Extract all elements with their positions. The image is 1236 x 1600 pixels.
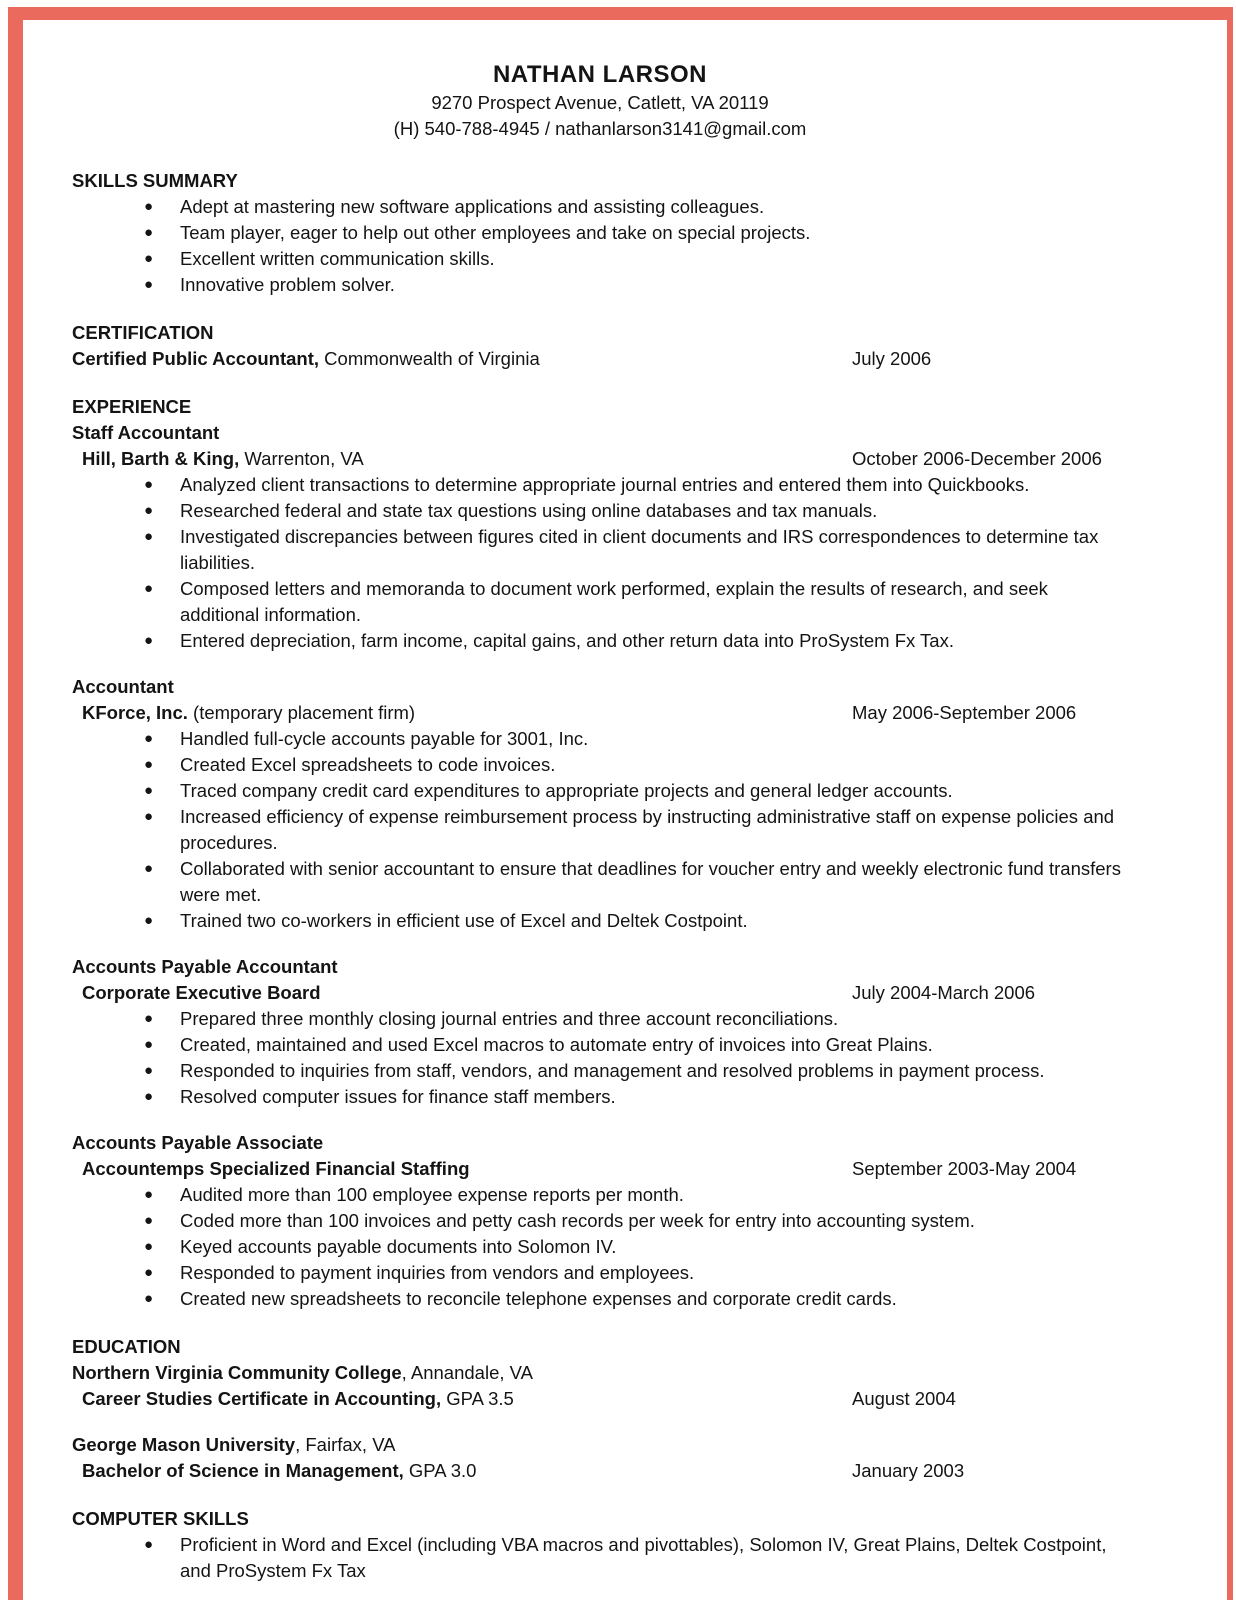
section-certification [72, 320, 1128, 372]
bullet-item [72, 498, 1128, 524]
bullet-text: Collaborated with senior accountant to ensure that deadlines for voucher entry and weekly electronic fund transfers were met. [180, 858, 1121, 905]
bullet-text: Team player, eager to help out other employees and take on special projects. [180, 222, 811, 243]
bullet-icon: ● [144, 730, 154, 747]
section-skills-summary [72, 168, 1128, 298]
skills-summary-heading: SKILLS SUMMARY [72, 170, 238, 191]
education-date: August 2004 [852, 1388, 956, 1409]
job-entry [72, 954, 1128, 1110]
bullet-item [72, 1032, 1128, 1058]
bullet-item [72, 576, 1128, 628]
degree-line [72, 1386, 1128, 1412]
bullet-text: Keyed accounts payable documents into Solomon IV. [180, 1236, 617, 1257]
job-company-line [72, 980, 1128, 1006]
contact-line: (H) 540-788-4945 / nathanlarson3141@gmail.com [393, 118, 807, 139]
bullet-icon: ● [144, 808, 154, 825]
bullet-icon: ● [144, 198, 154, 215]
education-heading: EDUCATION [72, 1336, 181, 1357]
job-date: May 2006-September 2006 [852, 702, 1077, 723]
computer-skills-bullet-list [72, 1532, 1128, 1584]
bullet-icon: ● [144, 1238, 154, 1255]
bullet-text: Trained two co-workers in efficient use of Excel and Deltek Costpoint. [180, 910, 748, 931]
bullet-text: Proficient in Word and Excel (including VBA macros and pivottables), Solomon IV, Great Plains, Deltek Costpoint, and ProSystem Fx Tax [180, 1534, 1107, 1581]
certification-title: Certified Public Accountant, [72, 348, 320, 369]
bullet-icon: ● [144, 528, 154, 545]
bullet-text: Audited more than 100 employee expense reports per month. [180, 1184, 684, 1205]
job-company-line [72, 700, 1128, 726]
bullet-text: Prepared three monthly closing journal entries and three account reconciliations. [180, 1008, 839, 1029]
company-name: Accountemps Specialized Financial Staffing [82, 1158, 470, 1179]
job-date: October 2006-December 2006 [852, 448, 1102, 469]
job-entry [72, 420, 1128, 654]
bullet-icon: ● [144, 1536, 154, 1553]
education-entry [72, 1432, 1128, 1484]
bullet-item [72, 908, 1128, 934]
section-education [72, 1334, 1128, 1484]
job-company-line [72, 1156, 1128, 1182]
company-name: Hill, Barth & King, [82, 448, 240, 469]
bullet-item [72, 1182, 1128, 1208]
bullet-item [72, 220, 1128, 246]
bullet-icon: ● [144, 1212, 154, 1229]
bullet-item [72, 752, 1128, 778]
bullet-item [72, 1208, 1128, 1234]
job-date: September 2003-May 2004 [852, 1158, 1077, 1179]
bullet-text: Resolved computer issues for finance staff members. [180, 1086, 616, 1107]
bullet-icon: ● [144, 912, 154, 929]
job-title: Accounts Payable Accountant [72, 956, 338, 977]
certification-entry [72, 346, 1128, 372]
job-bullet-list [72, 726, 1128, 934]
job-title: Accountant [72, 676, 174, 697]
section-experience [72, 394, 1128, 1312]
bullet-item [72, 472, 1128, 498]
bullet-icon: ● [144, 1264, 154, 1281]
bullet-icon: ● [144, 250, 154, 267]
bullet-icon: ● [144, 1290, 154, 1307]
bullet-icon: ● [144, 1062, 154, 1079]
bullet-item [72, 778, 1128, 804]
education-entry [72, 1360, 1128, 1412]
school-name: Northern Virginia Community College [72, 1362, 402, 1383]
bullet-item [72, 524, 1128, 576]
bullet-text: Responded to payment inquiries from vendors and employees. [180, 1262, 695, 1283]
bullet-item [72, 1286, 1128, 1312]
bullet-icon: ● [144, 1186, 154, 1203]
degree-gpa: GPA 3.5 [441, 1388, 514, 1409]
experience-heading: EXPERIENCE [72, 396, 192, 417]
address-line: 9270 Prospect Avenue, Catlett, VA 20119 [431, 92, 769, 113]
bullet-icon: ● [144, 1010, 154, 1027]
bullet-text: Coded more than 100 invoices and petty cash records per week for entry into accounting system. [180, 1210, 975, 1231]
bullet-text: Entered depreciation, farm income, capital gains, and other return data into ProSystem Fx Tax. [180, 630, 954, 651]
resume-page [72, 60, 1128, 1584]
bullet-icon: ● [144, 632, 154, 649]
bullet-item [72, 628, 1128, 654]
bullet-text: Adept at mastering new software applications and assisting colleagues. [180, 196, 765, 217]
bullet-text: Innovative problem solver. [180, 274, 395, 295]
bullet-icon: ● [144, 782, 154, 799]
certification-date: July 2006 [852, 348, 932, 369]
bullet-item [72, 1260, 1128, 1286]
school-line [72, 1360, 1128, 1386]
section-computer-skills [72, 1506, 1128, 1584]
person-name: NATHAN LARSON [492, 61, 708, 88]
bullet-icon: ● [144, 580, 154, 597]
certification-detail: Commonwealth of Virginia [319, 348, 540, 369]
bullet-icon: ● [144, 1036, 154, 1053]
bullet-icon: ● [144, 502, 154, 519]
education-date: January 2003 [852, 1460, 965, 1481]
bullet-text: Investigated discrepancies between figures cited in client documents and IRS correspondences to determine tax liabilities. [180, 526, 1099, 573]
job-date: July 2004-March 2006 [852, 982, 1036, 1003]
company-location: Warrenton, VA [239, 448, 364, 469]
bullet-item [72, 1234, 1128, 1260]
skills-bullet-list [72, 194, 1128, 298]
bullet-item [72, 726, 1128, 752]
bullet-text: Researched federal and state tax questions using online databases and tax manuals. [180, 500, 878, 521]
company-name: KForce, Inc. [82, 702, 188, 723]
certification-heading: CERTIFICATION [72, 322, 214, 343]
degree-line [72, 1458, 1128, 1484]
job-bullet-list [72, 472, 1128, 654]
bullet-item [72, 272, 1128, 298]
bullet-item [72, 1006, 1128, 1032]
bullet-icon: ● [144, 476, 154, 493]
job-title: Accounts Payable Associate [72, 1132, 324, 1153]
bullet-item [72, 1084, 1128, 1110]
bullet-icon: ● [144, 860, 154, 877]
job-entry [72, 1130, 1128, 1312]
bullet-text: Created, maintained and used Excel macros to automate entry of invoices into Great Plains. [180, 1034, 933, 1055]
degree-name: Career Studies Certificate in Accounting, [82, 1388, 442, 1409]
bullet-text: Analyzed client transactions to determine appropriate journal entries and entered them into Quickbooks. [180, 474, 1030, 495]
job-bullet-list [72, 1182, 1128, 1312]
school-location: , Annandale, VA [401, 1362, 533, 1383]
bullet-item [72, 804, 1128, 856]
school-location: , Fairfax, VA [295, 1434, 396, 1455]
bullet-text: Excellent written communication skills. [180, 248, 495, 269]
bullet-item [72, 856, 1128, 908]
school-name: George Mason University [72, 1434, 296, 1455]
job-title: Staff Accountant [72, 422, 220, 443]
bullet-text: Responded to inquiries from staff, vendors, and management and resolved problems in payment process. [180, 1060, 1045, 1081]
bullet-text: Created Excel spreadsheets to code invoices. [180, 754, 556, 775]
resume-header [72, 60, 1128, 142]
degree-gpa: GPA 3.0 [403, 1460, 477, 1481]
job-entry [72, 674, 1128, 934]
bullet-item [72, 194, 1128, 220]
bullet-text: Handled full-cycle accounts payable for 3001, Inc. [180, 728, 589, 749]
job-company-line [72, 446, 1128, 472]
bullet-text: Created new spreadsheets to reconcile telephone expenses and corporate credit cards. [180, 1288, 897, 1309]
bullet-text: Composed letters and memoranda to document work performed, explain the results of research, and seek additional information. [180, 578, 1048, 625]
bullet-icon: ● [144, 756, 154, 773]
company-name: Corporate Executive Board [82, 982, 321, 1003]
degree-name: Bachelor of Science in Management, [82, 1460, 404, 1481]
bullet-icon: ● [144, 224, 154, 241]
bullet-item [72, 1532, 1128, 1584]
bullet-item [72, 1058, 1128, 1084]
bullet-text: Increased efficiency of expense reimbursement process by instructing administrative staff on expense policies and procedures. [180, 806, 1115, 853]
bullet-text: Traced company credit card expenditures to appropriate projects and general ledger accounts. [180, 780, 953, 801]
computer-skills-heading: COMPUTER SKILLS [72, 1508, 249, 1529]
company-location: (temporary placement firm) [187, 702, 416, 723]
job-bullet-list [72, 1006, 1128, 1110]
bullet-item [72, 246, 1128, 272]
bullet-icon: ● [144, 276, 154, 293]
school-line [72, 1432, 1128, 1458]
bullet-icon: ● [144, 1088, 154, 1105]
